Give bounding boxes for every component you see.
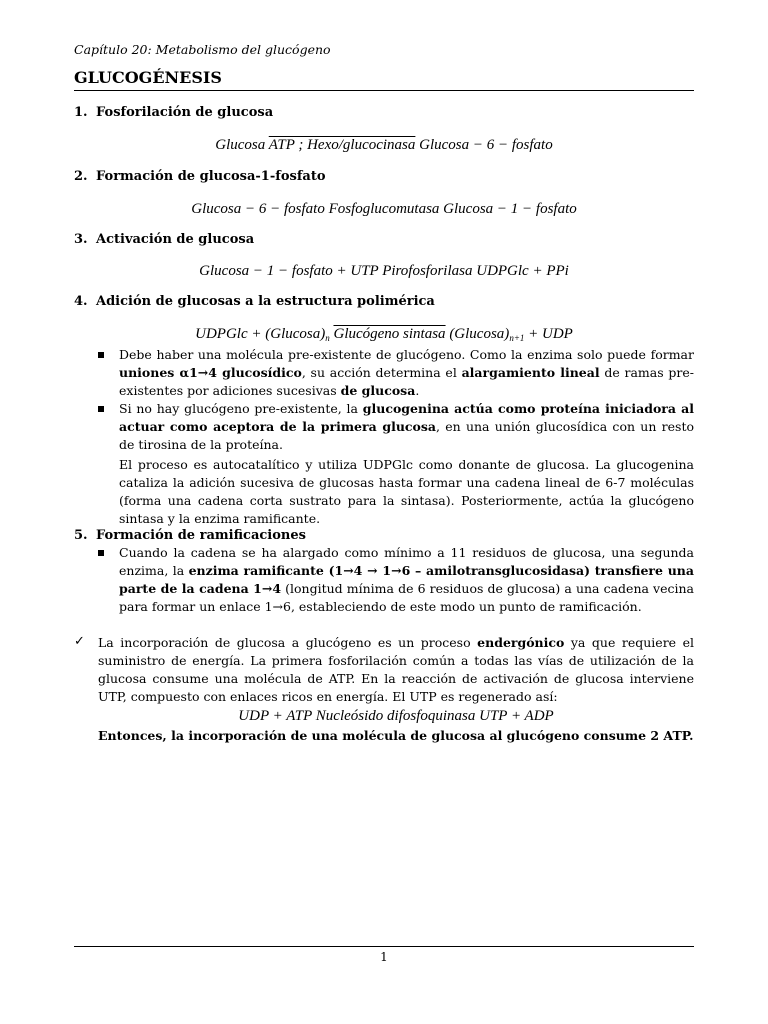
step-1-heading	[74, 105, 694, 120]
equation-3	[74, 263, 694, 280]
step-title: Formación de ramificaciones	[96, 528, 306, 543]
text-run: .	[415, 383, 420, 398]
text-run: , su acción determina el	[301, 365, 462, 380]
section-title: GLUCOGÉNESIS	[74, 68, 694, 91]
bullet-text-2-continued: El proceso es autocatalítico y utiliza UDPGlc como donante de glucosa. La glucogenina cataliza la adición sucesiva de glucosas hasta formar una cadena lineal de 6-7 moléculas (forma una cadena corta sustrato para la sintasa). Posteriormente, actúa la glucógeno sintasa y la enzima ramificante.	[119, 457, 694, 526]
text-run: ya que requiere el suministro de energía. La primera fosforilación común a todas las vías de utilización de la glucosa consume una molécula de ATP. En la reacción de activación de glucosa interviene UTP, compuesto con enlaces ricos en energía. El UTP es regenerado así:	[98, 635, 694, 704]
eq-product: UTP + ADP	[479, 708, 554, 724]
bullet-icon	[98, 406, 104, 412]
text-run: Cuando la cadena se ha alargado como mínimo a 11 residuos de glucosa, una segunda enzima, la	[119, 545, 694, 578]
step-2-heading	[74, 169, 694, 184]
eq-enzyme: Nucleósido difosfoquinasa	[315, 708, 476, 724]
eq-product: (Glucosa)	[449, 326, 510, 342]
step-title: Adición de glucosas a la estructura polimérica	[96, 294, 435, 309]
text-run: La incorporación de glucosa a glucógeno es un proceso	[98, 635, 478, 650]
eq-reactant: UDPGlc + (Glucosa)	[195, 326, 326, 342]
bullet-text-1	[119, 346, 694, 400]
step-number: 3.	[74, 232, 88, 247]
step-title: Fosforilación de glucosa	[96, 105, 274, 120]
checkmark-icon: ✓	[74, 634, 85, 649]
eq-product-extra: + UDP	[528, 326, 573, 342]
eq-reactant: Glucosa − 6 − fosfato	[191, 201, 325, 217]
equation-utp	[98, 708, 694, 725]
eq-reactant: Glucosa	[215, 137, 266, 153]
document-page	[74, 0, 694, 1024]
equation-4	[74, 326, 694, 343]
step-5-heading	[74, 528, 694, 543]
bullet-text-2	[119, 400, 694, 454]
text-run: (longitud mínima de 6 residuos de glucosa) a una cadena vecina para formar un enlace 1→6, estableciendo de este modo un punto de ramificación.	[119, 581, 695, 614]
text-run-bold: alargamiento lineal	[461, 365, 600, 380]
eq-enzyme: ATP ; Hexo/glucocinasa	[268, 137, 416, 153]
text-run-bold: de glucosa	[340, 383, 416, 398]
footer-divider	[74, 946, 694, 947]
chapter-header: Capítulo 20: Metabolismo del glucógeno	[74, 42, 331, 57]
eq-subscript: n+1	[509, 333, 525, 343]
text-run: de ramas pre-existentes por adiciones sucesivas	[119, 365, 694, 398]
bullet-icon	[98, 550, 104, 556]
text-run-bold: enzima ramificante (1→4 → 1→6 – amilotransglucosidasa) transfiere una parte de la cadena 1→4	[119, 563, 694, 596]
eq-reactant: UDP + ATP	[238, 708, 313, 724]
page-number: 1	[380, 950, 388, 964]
eq-product: UDPGlc + PPi	[476, 263, 569, 279]
eq-subscript: n	[325, 333, 330, 343]
text-run: Debe haber una molécula pre-existente de glucógeno. Como la enzima solo puede formar	[119, 347, 694, 362]
eq-reactant: Glucosa − 1 − fosfato + UTP	[199, 263, 379, 279]
eq-enzyme: Glucógeno sintasa	[333, 326, 446, 342]
text-run: , en una unión glucosídica con un resto de tirosina de la proteína.	[119, 419, 694, 452]
step-number: 1.	[74, 105, 88, 120]
step-4-heading	[74, 294, 694, 309]
step-number: 4.	[74, 294, 88, 309]
energy-note	[98, 634, 694, 706]
eq-enzyme: Fosfoglucomutasa	[328, 201, 440, 217]
text-run: Si no hay glucógeno pre-existente, la	[119, 401, 363, 416]
step-number: 5.	[74, 528, 88, 543]
text-run-bold: glucogenina actúa como proteína iniciadora al actuar como aceptora de la primera glucosa	[119, 401, 695, 434]
step-3-heading	[74, 232, 694, 247]
eq-enzyme: Pirofosforilasa	[382, 263, 473, 279]
eq-product: Glucosa − 6 − fosfato	[419, 137, 553, 153]
bullet-icon	[98, 352, 104, 358]
equation-1	[74, 137, 694, 154]
step-title: Formación de glucosa-1-fosfato	[96, 169, 326, 184]
eq-product: Glucosa − 1 − fosfato	[443, 201, 577, 217]
text-run-bold: endergónico	[477, 635, 565, 650]
step-number: 2.	[74, 169, 88, 184]
step-title: Activación de glucosa	[96, 232, 255, 247]
equation-2	[74, 201, 694, 218]
bullet-text-3	[119, 544, 694, 616]
conclusion: Entonces, la incorporación de una molécula de glucosa al glucógeno consume 2 ATP.	[98, 728, 694, 743]
text-run-bold: uniones α1→4 glucosídico	[119, 365, 302, 380]
